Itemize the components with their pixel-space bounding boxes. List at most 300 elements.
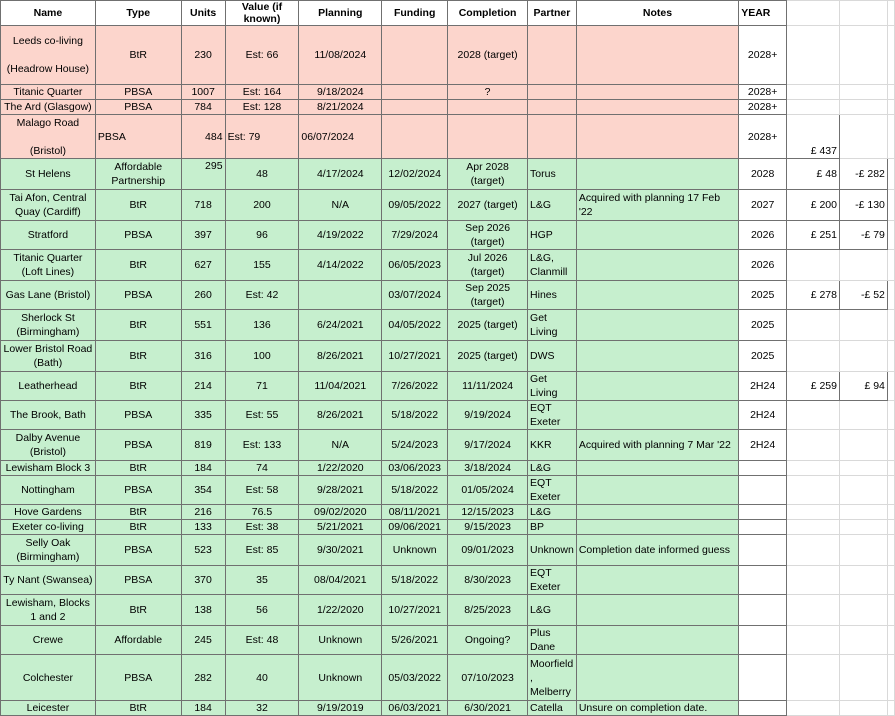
cell-extra-1[interactable] — [787, 250, 840, 281]
cell-extra-2[interactable] — [839, 461, 887, 476]
cell-extra-2[interactable] — [839, 626, 887, 655]
header-notes[interactable]: Notes — [576, 1, 738, 26]
cell-year[interactable]: 2026 — [739, 221, 787, 250]
cell-planning[interactable]: 1/22/2020 — [299, 461, 382, 476]
header-planning[interactable]: Planning — [299, 1, 382, 26]
cell-funding[interactable]: 5/26/2021 — [382, 626, 448, 655]
cell-type[interactable]: Affordable — [95, 626, 181, 655]
cell-completion[interactable]: 9/19/2024 — [448, 401, 528, 430]
cell-funding[interactable]: 5/24/2023 — [382, 430, 448, 461]
cell-completion[interactable]: 8/30/2023 — [448, 566, 528, 595]
cell-extra-3[interactable] — [887, 461, 894, 476]
cell-extra-3[interactable] — [887, 190, 894, 221]
cell-value[interactable]: 136 — [225, 310, 299, 341]
cell-partner[interactable]: DWS — [528, 341, 577, 372]
cell-partner[interactable]: Torus — [528, 159, 577, 190]
cell-partner[interactable]: Get Living — [528, 372, 577, 401]
cell-partner[interactable]: EQT Exeter — [528, 566, 577, 595]
cell-extra-2[interactable] — [839, 26, 887, 85]
cell-extra-3[interactable] — [887, 85, 894, 100]
cell-value[interactable]: Est: 42 — [225, 281, 299, 310]
cell-value[interactable]: Est: 128 — [225, 100, 299, 115]
cell-planning[interactable]: 11/08/2024 — [299, 26, 382, 85]
cell-value[interactable]: Est: 66 — [225, 26, 299, 85]
cell-notes[interactable]: Acquired with planning 7 Mar '22 — [576, 430, 738, 461]
cell-notes[interactable] — [576, 159, 738, 190]
cell-extra-1[interactable] — [787, 476, 840, 505]
cell-units[interactable]: 316 — [181, 341, 225, 372]
cell-planning[interactable]: 9/19/2019 — [299, 701, 382, 716]
header-name[interactable]: Name — [1, 1, 96, 26]
cell-partner[interactable]: Plus Dane — [528, 626, 577, 655]
cell-notes[interactable] — [576, 341, 738, 372]
cell-extra-2[interactable] — [839, 476, 887, 505]
cell-planning[interactable]: N/A — [299, 190, 382, 221]
cell-completion[interactable] — [448, 100, 528, 115]
cell-completion[interactable]: 6/30/2021 — [448, 701, 528, 716]
cell-value[interactable]: 76.5 — [225, 505, 299, 520]
cell-year[interactable]: 2028+ — [739, 85, 787, 100]
cell-name[interactable]: Tai Afon, Central Quay (Cardiff) — [1, 190, 96, 221]
cell-completion[interactable]: Sep 2026 (target) — [448, 221, 528, 250]
cell-funding[interactable]: 03/07/2024 — [382, 281, 448, 310]
cell-funding[interactable]: 05/03/2022 — [382, 655, 448, 701]
cell-extra-1[interactable] — [787, 430, 840, 461]
cell-partner[interactable]: L&G — [528, 190, 577, 221]
cell-extra-3[interactable] — [887, 535, 894, 566]
cell-name[interactable]: Crewe — [1, 626, 96, 655]
cell-partner[interactable]: L&G — [528, 505, 577, 520]
cell-name[interactable]: Lower Bristol Road (Bath) — [1, 341, 96, 372]
cell-extra-2[interactable] — [839, 566, 887, 595]
cell-units[interactable]: 216 — [181, 505, 225, 520]
cell-partner[interactable]: KKR — [528, 430, 577, 461]
cell-extra-1[interactable]: £ 200 — [787, 190, 840, 221]
cell-name[interactable]: The Ard (Glasgow) — [1, 100, 96, 115]
cell-extra-2[interactable] — [839, 100, 887, 115]
cell-extra-2[interactable] — [839, 115, 887, 159]
cell-extra-1[interactable]: £ 251 — [787, 221, 840, 250]
cell-value[interactable]: 40 — [225, 655, 299, 701]
cell-name[interactable]: Nottingham — [1, 476, 96, 505]
cell-planning[interactable]: Unknown — [299, 655, 382, 701]
cell-planning[interactable] — [299, 281, 382, 310]
cell-completion[interactable]: 11/11/2024 — [448, 372, 528, 401]
cell-partner[interactable]: BP — [528, 520, 577, 535]
cell-extra-3[interactable] — [887, 281, 894, 310]
cell-extra-3[interactable] — [887, 701, 894, 716]
cell-name[interactable]: Gas Lane (Bristol) — [1, 281, 96, 310]
cell-extra-2[interactable]: -£ 282 — [839, 159, 887, 190]
cell-units[interactable]: 819 — [181, 430, 225, 461]
cell-partner[interactable] — [528, 26, 577, 85]
cell-extra-3[interactable] — [887, 626, 894, 655]
cell-extra-1[interactable] — [787, 505, 840, 520]
cell-extra-3[interactable] — [887, 250, 894, 281]
cell-notes[interactable]: Acquired with planning 17 Feb '22 — [576, 190, 738, 221]
cell-completion[interactable]: 2025 (target) — [448, 341, 528, 372]
cell-notes[interactable] — [576, 655, 738, 701]
cell-name[interactable]: Malago Road (Bristol) — [1, 115, 96, 159]
cell-completion[interactable]: 9/15/2023 — [448, 520, 528, 535]
cell-extra-3[interactable] — [887, 505, 894, 520]
cell-extra-2[interactable] — [839, 401, 887, 430]
cell-extra-1[interactable] — [787, 26, 840, 85]
cell-extra-2[interactable] — [839, 85, 887, 100]
cell-extra-3[interactable] — [887, 310, 894, 341]
cell-extra-1[interactable]: £ 278 — [787, 281, 840, 310]
cell-extra-1[interactable] — [787, 626, 840, 655]
cell-planning[interactable]: 9/30/2021 — [299, 535, 382, 566]
cell-year[interactable] — [739, 535, 787, 566]
cell-units[interactable]: 184 — [181, 461, 225, 476]
cell-type[interactable]: Affordable Partnership — [95, 159, 181, 190]
header-blank[interactable] — [887, 1, 894, 26]
cell-extra-1[interactable] — [787, 520, 840, 535]
cell-units[interactable]: 335 — [181, 401, 225, 430]
cell-funding[interactable]: 10/27/2021 — [382, 341, 448, 372]
cell-value[interactable]: 155 — [225, 250, 299, 281]
cell-extra-1[interactable] — [787, 566, 840, 595]
cell-funding[interactable] — [382, 26, 448, 85]
cell-type[interactable]: PBSA — [95, 281, 181, 310]
cell-year[interactable] — [739, 626, 787, 655]
cell-extra-1[interactable] — [787, 85, 840, 100]
cell-value[interactable]: 35 — [225, 566, 299, 595]
cell-notes[interactable] — [576, 566, 738, 595]
cell-value[interactable]: 48 — [225, 159, 299, 190]
cell-units[interactable]: 627 — [181, 250, 225, 281]
cell-year[interactable] — [739, 701, 787, 716]
cell-notes[interactable] — [576, 115, 738, 159]
cell-extra-3[interactable] — [887, 341, 894, 372]
cell-planning[interactable]: 9/18/2024 — [299, 85, 382, 100]
cell-year[interactable] — [739, 505, 787, 520]
cell-extra-2[interactable]: -£ 130 — [839, 190, 887, 221]
cell-completion[interactable]: Sep 2025 (target) — [448, 281, 528, 310]
cell-type[interactable]: BtR — [95, 372, 181, 401]
cell-extra-3[interactable] — [887, 566, 894, 595]
cell-units[interactable]: 370 — [181, 566, 225, 595]
cell-extra-2[interactable] — [839, 701, 887, 716]
cell-units[interactable]: 295 — [181, 159, 225, 190]
cell-extra-3[interactable] — [887, 372, 894, 401]
cell-units[interactable]: 1007 — [181, 85, 225, 100]
cell-planning[interactable]: 1/22/2020 — [299, 595, 382, 626]
cell-year[interactable]: 2H24 — [739, 372, 787, 401]
cell-units[interactable]: 484 — [181, 115, 225, 159]
cell-type[interactable]: BtR — [95, 190, 181, 221]
cell-completion[interactable]: 12/15/2023 — [448, 505, 528, 520]
cell-extra-2[interactable] — [839, 310, 887, 341]
cell-completion[interactable]: 3/18/2024 — [448, 461, 528, 476]
cell-completion[interactable]: 01/05/2024 — [448, 476, 528, 505]
cell-units[interactable]: 230 — [181, 26, 225, 85]
cell-extra-1[interactable]: £ 437 — [787, 115, 840, 159]
cell-value[interactable]: Est: 79 — [225, 115, 299, 159]
cell-extra-1[interactable] — [787, 595, 840, 626]
cell-funding[interactable]: 7/29/2024 — [382, 221, 448, 250]
cell-planning[interactable]: 08/04/2021 — [299, 566, 382, 595]
cell-name[interactable]: Sherlock St (Birmingham) — [1, 310, 96, 341]
cell-name[interactable]: Titanic Quarter — [1, 85, 96, 100]
cell-partner[interactable] — [528, 85, 577, 100]
cell-extra-2[interactable] — [839, 250, 887, 281]
cell-partner[interactable] — [528, 115, 577, 159]
cell-planning[interactable]: 5/21/2021 — [299, 520, 382, 535]
cell-partner[interactable]: Catella — [528, 701, 577, 716]
cell-extra-1[interactable] — [787, 401, 840, 430]
cell-notes[interactable] — [576, 26, 738, 85]
cell-planning[interactable]: 09/02/2020 — [299, 505, 382, 520]
header-value[interactable]: Value (if known) — [225, 1, 299, 26]
cell-funding[interactable]: 08/11/2021 — [382, 505, 448, 520]
header-type[interactable]: Type — [95, 1, 181, 26]
cell-notes[interactable] — [576, 476, 738, 505]
cell-value[interactable]: 32 — [225, 701, 299, 716]
cell-funding[interactable]: 06/05/2023 — [382, 250, 448, 281]
cell-value[interactable]: 100 — [225, 341, 299, 372]
cell-extra-3[interactable] — [887, 595, 894, 626]
cell-type[interactable]: PBSA — [95, 535, 181, 566]
cell-units[interactable]: 354 — [181, 476, 225, 505]
cell-year[interactable]: 2H24 — [739, 401, 787, 430]
cell-units[interactable]: 260 — [181, 281, 225, 310]
header-blank[interactable] — [839, 1, 887, 26]
cell-type[interactable]: PBSA — [95, 85, 181, 100]
cell-year[interactable]: 2028+ — [739, 26, 787, 85]
cell-planning[interactable]: 11/04/2021 — [299, 372, 382, 401]
cell-extra-3[interactable] — [887, 221, 894, 250]
cell-extra-1[interactable] — [787, 535, 840, 566]
cell-type[interactable]: BtR — [95, 701, 181, 716]
cell-extra-2[interactable] — [839, 595, 887, 626]
cell-extra-2[interactable] — [839, 655, 887, 701]
cell-planning[interactable]: 4/14/2022 — [299, 250, 382, 281]
cell-year[interactable] — [739, 595, 787, 626]
cell-type[interactable]: PBSA — [95, 430, 181, 461]
cell-name[interactable]: St Helens — [1, 159, 96, 190]
cell-extra-2[interactable] — [839, 430, 887, 461]
cell-type[interactable]: PBSA — [95, 221, 181, 250]
cell-planning[interactable]: 4/19/2022 — [299, 221, 382, 250]
cell-extra-3[interactable] — [887, 100, 894, 115]
cell-funding[interactable] — [382, 115, 448, 159]
cell-year[interactable] — [739, 566, 787, 595]
cell-partner[interactable]: L&G, Clanmill — [528, 250, 577, 281]
cell-completion[interactable]: 2025 (target) — [448, 310, 528, 341]
cell-units[interactable]: 397 — [181, 221, 225, 250]
cell-type[interactable]: PBSA — [95, 476, 181, 505]
cell-funding[interactable]: 04/05/2022 — [382, 310, 448, 341]
cell-name[interactable]: Stratford — [1, 221, 96, 250]
cell-type[interactable]: BtR — [95, 310, 181, 341]
cell-funding[interactable]: 5/18/2022 — [382, 566, 448, 595]
cell-year[interactable]: 2027 — [739, 190, 787, 221]
cell-type[interactable]: BtR — [95, 520, 181, 535]
cell-planning[interactable]: 9/28/2021 — [299, 476, 382, 505]
cell-extra-1[interactable] — [787, 310, 840, 341]
header-units[interactable]: Units — [181, 1, 225, 26]
cell-completion[interactable]: 8/25/2023 — [448, 595, 528, 626]
cell-name[interactable]: Lewisham, Blocks 1 and 2 — [1, 595, 96, 626]
cell-units[interactable]: 784 — [181, 100, 225, 115]
cell-planning[interactable]: N/A — [299, 430, 382, 461]
cell-type[interactable]: BtR — [95, 461, 181, 476]
cell-value[interactable]: 96 — [225, 221, 299, 250]
cell-completion[interactable]: 9/17/2024 — [448, 430, 528, 461]
cell-name[interactable]: Dalby Avenue (Bristol) — [1, 430, 96, 461]
cell-completion[interactable]: 07/10/2023 — [448, 655, 528, 701]
cell-type[interactable]: BtR — [95, 26, 181, 85]
cell-value[interactable]: Est: 164 — [225, 85, 299, 100]
cell-notes[interactable] — [576, 372, 738, 401]
cell-extra-1[interactable]: £ 259 — [787, 372, 840, 401]
cell-type[interactable]: BtR — [95, 250, 181, 281]
cell-value[interactable]: 56 — [225, 595, 299, 626]
cell-name[interactable]: Exeter co-living — [1, 520, 96, 535]
cell-partner[interactable]: Moorfield , Melberry — [528, 655, 577, 701]
cell-value[interactable]: 74 — [225, 461, 299, 476]
cell-partner[interactable]: Hines — [528, 281, 577, 310]
cell-funding[interactable]: 03/06/2023 — [382, 461, 448, 476]
cell-extra-3[interactable] — [887, 115, 894, 159]
cell-notes[interactable] — [576, 310, 738, 341]
cell-type[interactable]: BtR — [95, 505, 181, 520]
cell-name[interactable]: Leicester — [1, 701, 96, 716]
cell-value[interactable]: 71 — [225, 372, 299, 401]
cell-notes[interactable] — [576, 281, 738, 310]
cell-extra-2[interactable] — [839, 520, 887, 535]
cell-extra-2[interactable] — [839, 535, 887, 566]
cell-planning[interactable]: 4/17/2024 — [299, 159, 382, 190]
cell-year[interactable]: 2028 — [739, 159, 787, 190]
cell-planning[interactable]: 06/07/2024 — [299, 115, 382, 159]
cell-extra-3[interactable] — [887, 159, 894, 190]
cell-notes[interactable] — [576, 401, 738, 430]
cell-extra-3[interactable] — [887, 401, 894, 430]
cell-year[interactable]: 2025 — [739, 281, 787, 310]
cell-units[interactable]: 184 — [181, 701, 225, 716]
cell-year[interactable]: 2026 — [739, 250, 787, 281]
cell-name[interactable]: Leeds co-living (Headrow House) — [1, 26, 96, 85]
cell-units[interactable]: 282 — [181, 655, 225, 701]
cell-units[interactable]: 138 — [181, 595, 225, 626]
cell-notes[interactable] — [576, 250, 738, 281]
cell-year[interactable]: 2028+ — [739, 100, 787, 115]
cell-notes[interactable]: Completion date informed guess — [576, 535, 738, 566]
cell-type[interactable]: PBSA — [95, 100, 181, 115]
cell-year[interactable]: 2025 — [739, 341, 787, 372]
cell-funding[interactable] — [382, 100, 448, 115]
cell-name[interactable]: Colchester — [1, 655, 96, 701]
cell-partner[interactable]: HGP — [528, 221, 577, 250]
cell-name[interactable]: Ty Nant (Swansea) — [1, 566, 96, 595]
cell-partner[interactable]: EQT Exeter — [528, 476, 577, 505]
cell-extra-1[interactable] — [787, 701, 840, 716]
cell-funding[interactable]: Unknown — [382, 535, 448, 566]
cell-value[interactable]: Est: 85 — [225, 535, 299, 566]
cell-notes[interactable] — [576, 85, 738, 100]
cell-completion[interactable]: Ongoing? — [448, 626, 528, 655]
cell-completion[interactable]: Jul 2026 (target) — [448, 250, 528, 281]
cell-extra-2[interactable]: £ 94 — [839, 372, 887, 401]
cell-extra-1[interactable]: £ 48 — [787, 159, 840, 190]
cell-value[interactable]: Est: 38 — [225, 520, 299, 535]
cell-extra-2[interactable] — [839, 505, 887, 520]
cell-name[interactable]: Lewisham Block 3 — [1, 461, 96, 476]
cell-units[interactable]: 133 — [181, 520, 225, 535]
cell-value[interactable]: Est: 55 — [225, 401, 299, 430]
cell-extra-2[interactable]: -£ 52 — [839, 281, 887, 310]
cell-partner[interactable]: L&G — [528, 595, 577, 626]
cell-extra-2[interactable] — [839, 341, 887, 372]
cell-extra-3[interactable] — [887, 26, 894, 85]
cell-units[interactable]: 245 — [181, 626, 225, 655]
cell-year[interactable] — [739, 476, 787, 505]
cell-year[interactable] — [739, 655, 787, 701]
cell-extra-1[interactable] — [787, 655, 840, 701]
cell-planning[interactable]: Unknown — [299, 626, 382, 655]
header-blank[interactable] — [787, 1, 840, 26]
cell-funding[interactable] — [382, 85, 448, 100]
cell-notes[interactable] — [576, 626, 738, 655]
cell-extra-3[interactable] — [887, 476, 894, 505]
cell-year[interactable]: 2H24 — [739, 430, 787, 461]
cell-planning[interactable]: 8/26/2021 — [299, 401, 382, 430]
cell-notes[interactable] — [576, 505, 738, 520]
cell-name[interactable]: Titanic Quarter (Loft Lines) — [1, 250, 96, 281]
cell-type[interactable]: BtR — [95, 595, 181, 626]
header-partner[interactable]: Partner — [528, 1, 577, 26]
cell-type[interactable]: PBSA — [95, 115, 181, 159]
cell-type[interactable]: PBSA — [95, 655, 181, 701]
cell-funding[interactable]: 5/18/2022 — [382, 476, 448, 505]
cell-partner[interactable]: EQT Exeter — [528, 401, 577, 430]
cell-name[interactable]: Selly Oak (Birmingham) — [1, 535, 96, 566]
cell-name[interactable]: Hove Gardens — [1, 505, 96, 520]
cell-partner[interactable]: Unknown — [528, 535, 577, 566]
cell-value[interactable]: Est: 133 — [225, 430, 299, 461]
cell-partner[interactable]: Get Living — [528, 310, 577, 341]
cell-extra-1[interactable] — [787, 461, 840, 476]
cell-funding[interactable]: 5/18/2022 — [382, 401, 448, 430]
header-year[interactable]: YEAR — [739, 1, 787, 26]
cell-funding[interactable]: 09/06/2021 — [382, 520, 448, 535]
cell-value[interactable]: Est: 48 — [225, 626, 299, 655]
header-completion[interactable]: Completion — [448, 1, 528, 26]
cell-value[interactable]: Est: 58 — [225, 476, 299, 505]
cell-type[interactable]: PBSA — [95, 401, 181, 430]
cell-completion[interactable]: 09/01/2023 — [448, 535, 528, 566]
cell-funding[interactable]: 09/05/2022 — [382, 190, 448, 221]
cell-units[interactable]: 718 — [181, 190, 225, 221]
cell-partner[interactable]: L&G — [528, 461, 577, 476]
cell-completion[interactable]: Apr 2028 (target) — [448, 159, 528, 190]
cell-funding[interactable]: 12/02/2024 — [382, 159, 448, 190]
cell-notes[interactable] — [576, 221, 738, 250]
cell-type[interactable]: BtR — [95, 341, 181, 372]
cell-year[interactable] — [739, 461, 787, 476]
cell-funding[interactable]: 10/27/2021 — [382, 595, 448, 626]
cell-completion[interactable]: 2027 (target) — [448, 190, 528, 221]
cell-extra-3[interactable] — [887, 655, 894, 701]
cell-extra-3[interactable] — [887, 520, 894, 535]
cell-type[interactable]: PBSA — [95, 566, 181, 595]
cell-name[interactable]: The Brook, Bath — [1, 401, 96, 430]
cell-name[interactable]: Leatherhead — [1, 372, 96, 401]
cell-notes[interactable]: Unsure on completion date. — [576, 701, 738, 716]
